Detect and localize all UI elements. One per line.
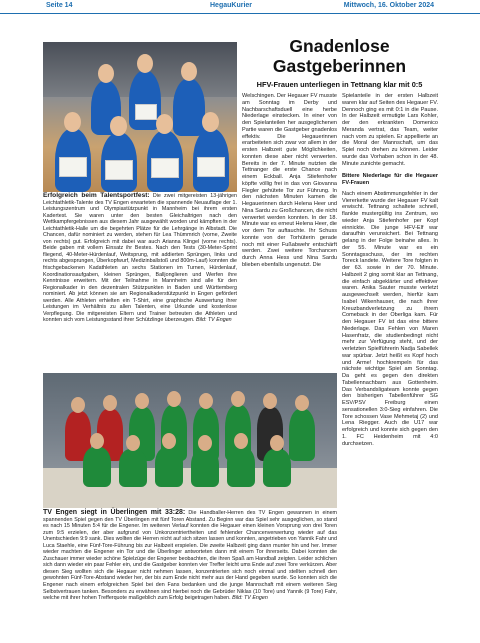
article-subheadline: HFV-Frauen unterliegen in Tettnang klar mit 0:5 — [256, 80, 423, 89]
talent-caption — [43, 193, 237, 324]
handball-caption — [43, 510, 337, 602]
publication-name: HegauKurier — [210, 2, 253, 9]
talent-caption-text: Die zwei mitgereisten 13-jährigen Leichtathletik-Talente des TV Engen erwarteten die spannende Neuauflage der 1. Leistungszentrum und Olympiastützpunkt in Mannheim bei ihrem ersten Kadertest. Sie waren unter den besten Gleichaltrigen nach den Wettkampfergebnissen aus diesem Jahr ausgewählt worden und kämpften in der Leichtathletik-Halle um die begehrten Plätze für die Lehrgänge in Albstadt. Die Chancen, dafür nominiert zu werden, stehen für Lea Thümmrich (vorne, Zweite von rechts) gut. Erfolgreich mit dabei war auch Arianna Klingel (vorne rechts). Beide gaben mit vollem Einsatz ihr Bestes. Nach den Tests (30-Meter-Sprint fliegend, 40-Meter-Hürdenlauf, Weitsprung, mit addierten Sprüngen, links und rechts abgesprungen, Überkopfwurf, Medizinballstoß und 800m-Lauf) konnten die frischgebackenen Kadathleten an sechs Stationen im Turnen, Hürdenlauf, Koordinationsaufgaben, kleinen Sprüngen, Balljonglieren und Werfen ihre Kenntnisse erweitern. Mit der Teilnahme in Mannheim sind alle für den Regionalkader in den dezentralen Stützpunkten in Baden und Württemberg nominiert. Ab jetzt können sie am Regionalkaderstützpunkt in Engen gefördert werden. Alle Athleten erhielten ein T-Shirt, eine graphische Auswertung ihrer Leistungen im Verhältnis zu allen Talenten, eine Urkunde und kostenlose Verpflegung. Die mitgereisten Eltern und Trainer betreuten die Athleten und konnten sich vom Leistungsstand ihrer Schützlinge überzeugen. — [43, 193, 237, 324]
article-intertitle: Bittere Niederlage für die Hegauer FV-Frauen — [342, 173, 438, 186]
page-header — [0, 0, 480, 14]
handball-caption-title: TV Engen siegt in Überlingen mit 33:28: — [43, 509, 186, 516]
headline-line-2: Gastgeberinnen — [272, 56, 407, 76]
article-headline — [242, 36, 437, 76]
article-col1-text: Welschingen. Der Hegauer FV musste am Sonntag im Derby und Nachbarschaftsduell eine herbe Niederlage einstecken. In einer von den Spielanteilen her ausgeglichenen Partie waren die Gastgeber gnadenlos effektiv. Die Hegauerinnen erarbeiteten sich zwar vor allem in der ersten Halbzeit gute Möglichkeiten, konnten diese aber nicht verwerten. Bereits in der 7. Minute nutzten die Tettnanger die erste Chance nach einem Eckball. Anja Stiefenhofer köpfte völlig frei in das von Giovanna Flegler gehütete Tor zur Führung. In den nächsten Minuten kamen die Hegauerinnen durch Helena Heer und Nina Sardu zu Großchancen, die nicht verwertet werden konnten. In der 18. Minute war es erneut Helena Heer, die vor dem Tor auftauchte. Ihr Schuss konnte von der Torhüterin gerade noch mit einer Fußabwehr entschärft werden. Zwei weitere Torchancen durch Anna Hess und Nina Sardu blieben ebenfalls ungenutzt. Die — [242, 93, 337, 268]
athletes-photo — [43, 42, 237, 192]
article-col2a-text: Spielanteile in der ersten Halbzeit waren klar auf Seiten des Hegauer FV. Dennoch ging es mit 0:1 in die Pause. In der Halbzeit ermutigte Lars Kohler, der den erkrankten Domenico Meranda vertrat, das Team, weiter nach vorn zu spielen. Er appellierte an die Moral der Mannschaft, um das Spiel noch drehen zu können. Leider wurde das Vorhaben schon in der 48. Minute zunichte gemacht. — [342, 93, 438, 167]
article-col2b-text: Nach einem Abstimmungsfehler in der Viererkette wurde der Hegauer FV kalt erwischt. Tettnang schaltete schnell, flankte mustergültig ins Zentrum, wo wieder Anja Stiefenhofer per Kopf einnickte. Die junge HFV-Elf war daraufhin verunsichert. Bei Tettnang gelang in der Folge beinahe alles. In der 55. Minute war es ein Sonntagsschuss, der im rechten Toreck landete. Weitere Tore folgten in der 63. sowie in der 70. Minute. Halbzeit 2 ging somit klar an Tettnang, die einfach abgeklärter und effektiver waren. Anika Sauter musste verletzt ausgewechselt werden, hierfür kam Isabel Wikenhauser, die nach ihrer Kreuzbandverletzung zu ihrem Comeback in der Oberliga kam. Für den Hegauer FV ist das eine bittere Niederlage. Das Fehlen von Maren Hasenfratz, die studienbedingt nicht mehr zur Verfügung steht, und der verletzten Spielführerin Nadja Sabellek war spürbar. Jetzt heißt es Kopf hoch und Arme! hochkrempeln für das nächste wichtige Spiel am Sonntag. Da geht es gegen den direkten Tabellennachbarn aus Gottenheim. Das Verbandsligateam konnte gegen den bisherigen Tabellenführer SG ESV/PSV Freiburg einen sensationellen 3:0-Sieg einfahren. Die Tore schossen Vase Mehmetaj (2) und Lena Riegger. Auch die U17 war erfolgreich und konnte sich gegen den 1. FC Heidenheim mit 4:0 durchsetzen. — [342, 190, 438, 447]
talent-caption-title: Erfolgreich beim Talentsportfest: — [43, 192, 150, 199]
talent-photo-credit: Bild: TV Engen — [196, 317, 232, 324]
handball-caption-text: Die Handballer-Herren des TV Engen gewannen in einem spannenden Spiel gegen den TV Überlingen mit fünf Toren Abstand. Zu Beginn war das Spiel sehr ausgeglichen, so stand es nach 15 Minuten 5:4 für die Engener. Im weiteren Verlauf konnten die Hegauer einen kleinen Vorsprung von drei Toren zum 9:5 erzielen, der aber aufgrund von Unkonzentriertheiten und fehlender Chancenverwertung wieder auf das Unentschieden 9:9 sank. Dies wollten die Herren nicht auf sich sitzen lassen und konnten, angetrieben von Yannik Fahr und Luca Staehle, eine Fünf-Tore-Führung bis zur Halbzeit erspielen. Die zweite Halbzeit ging dann munter hin und her. Immer wieder machten die Engener ein Tor und die Überlinger antworteten dann mit einem Tor ihrerseits. Dabei konnten die Zuschauer immer wieder schöne Spielzüge der Engener beobachten, die ihren Spaß am Handball zeigten. Leider schlichen sich dann wieder ein paar Fehler ein, und die Gastgeber konnten vier Treffer leicht ums Ende auf zwei Tore verkürzen. Aber diesen Sieg wollten sich die Hegauer nicht nehmen lassen, konzentrierten sich noch einmal und stellten schnell den gewohnten Fünf-Tore-Abstand wieder her, der bis zum Ende nicht mehr aus der Hand gegeben wurde. So konnten sich die Engener nach einem erfolgreichen Spiel bei den Fans bedanken und die junge Mannschaft mit einem weiteren Sieg Selbstvertrauen tanken. Besonders zu erwähnen sind hierbei noch die Gebrüder Niklas (10 Tore) und Yannik (9 Tore) Fahr, welche mit ihrer hohen Trefferquote maßgeblich zum Erfolg beigetragen haben. — [43, 510, 338, 602]
page-number: Seite 14 — [46, 2, 73, 9]
handball-photo-credit: Bild: TV Engen — [232, 595, 268, 602]
article-column-1 — [242, 93, 337, 269]
issue-date: Mittwoch, 16. Oktober 2024 — [343, 2, 434, 9]
handball-team-photo — [43, 373, 337, 508]
article-column-2 — [342, 93, 438, 447]
headline-line-1: Gnadenlose — [289, 36, 390, 56]
